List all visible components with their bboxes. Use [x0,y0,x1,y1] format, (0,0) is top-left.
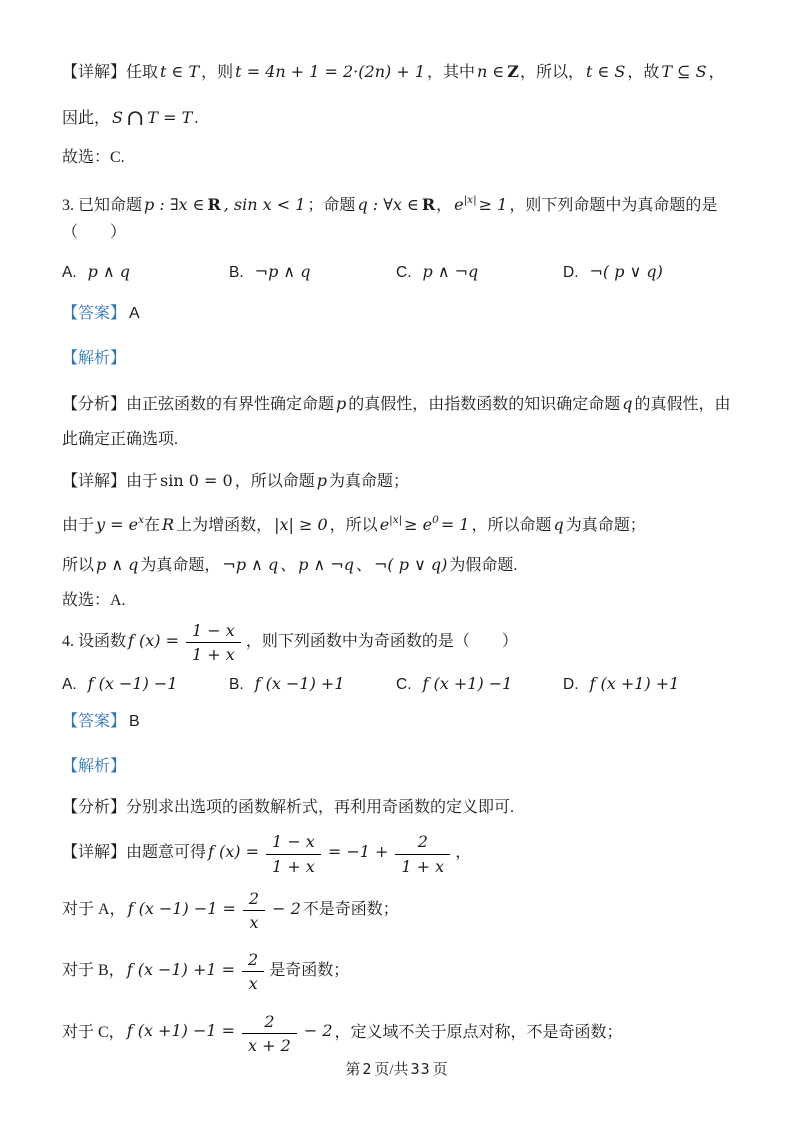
q4-option-c-math: f (x +1) −1 [422,674,513,694]
q4-option-b-label: B. [229,676,244,694]
q4-d-frac1-num: 1 − x [266,831,321,854]
q3-analysis-q: q [622,394,633,413]
q4-case-a-fraction [243,888,265,932]
q3-d2-1: 由于 [62,517,95,534]
q3-d1-p: p [316,471,327,490]
q3-choice-text: 故选：A. [62,592,126,609]
q4-analysis-line [62,794,743,821]
q3-d2-e: e [379,515,390,534]
q3-option-c-label: C. [396,264,412,281]
q4-stem-pre: 4. 设函数 [62,632,127,650]
footer-middle: 页/共 [374,1062,409,1078]
q3-d2-r: R [162,515,175,534]
q4-case-c-line [62,1011,743,1055]
q3-d2-sup-x: x [138,514,145,526]
q3-prop-p2: , sin x < 1 [223,195,306,214]
q2-choice-text: 故选：C. [62,149,125,166]
q4-case-b-frac-num: 2 [242,949,264,972]
q4-case-a-math: f (x −1) −1 = [127,898,236,918]
q4-analysis-text: 分别求出选项的函数解析式，再利用奇函数的定义即可. [126,799,515,817]
q3-option-d-label: D. [563,264,579,281]
q2-text-2: ，则 [201,64,234,81]
q3-analysis-1: 由正弦函数的有界性确定命题 [126,396,335,413]
q4-option-b-math: f (x −1) +1 [254,674,345,694]
q4-jiexi-line [62,753,743,780]
q3-stem [62,187,743,246]
q3-d2-6: 为真命题； [565,517,646,534]
q3-option-d-math: ¬( p ∨ q) [589,262,663,281]
q4-d-fraction-1 [266,831,321,875]
q4-d-comma: ， [455,844,472,862]
q3-d1-3: 为真命题； [328,473,409,490]
q4-d-frac1-den: 1 + x [272,856,315,876]
q4-d-frac2-num: 2 [395,831,450,854]
q3-prop-q: q : ∀x ∈ [357,195,419,214]
q3-stem-pre: 3. 已知命题 [62,197,143,214]
q4-case-c-pre: 对于 C， [62,1023,125,1041]
q3-set-r2: R [421,195,436,214]
q3-d2-sup-0: 0 [432,514,439,526]
q3-option-a [62,258,229,286]
q3-d2-2: 在 [144,517,161,534]
q3-detail-line-3 [62,551,743,579]
q3-choice-line [62,587,743,614]
detail-label-q4: 【详解】 [62,844,127,862]
q4-stem-fx: f (x) = [128,630,180,650]
footer-suffix: 页 [432,1062,448,1078]
q3-option-c [396,258,563,286]
q2-conclusion-line [62,104,743,132]
q3-option-b-math: ¬p ∧ q [254,262,311,281]
q3-d1-sin: sin 0 = 0 [160,471,233,490]
q4-answer-line [62,708,743,735]
q4-case-a-line [62,888,743,932]
q3-d2-4: ，所以 [329,517,378,534]
q3-d3-pq: p ∧ q [96,555,139,574]
q2-conclusion-text: 因此， [62,110,111,127]
footer-prefix: 第 [345,1062,361,1078]
q4-case-a-tail: − 2 [272,898,301,918]
q4-stem-frac-den: 1 + x [192,645,235,665]
q3-jiexi-line [62,345,743,372]
q4-stem [62,620,743,664]
q3-option-d [563,258,665,286]
q4-case-c-frac-den: x + 2 [248,1035,291,1055]
q2-text-6: ， [708,64,725,81]
q4-case-c-frac-num: 2 [242,1011,297,1034]
q4-option-a [62,670,229,698]
q4-d-frac2-den: 1 + x [401,856,445,876]
q3-answer-line [62,300,743,327]
q3-prop-p: p : ∃x ∈ [144,195,205,214]
q3-stem-post: ，则下列命题中为真命题的是（ ） [62,197,718,241]
q3-d3-4: 、 [355,557,372,574]
q3-detail-line-2 [62,507,743,539]
q3-d2-absx: |x| ≥ 0 [274,515,328,534]
q4-stem-frac-num: 1 − x [186,620,241,643]
q2-detail-line [62,58,743,86]
q3-exp-base: e [454,195,464,214]
q3-stem-comma: ， [436,197,453,214]
q4-option-d [563,670,681,698]
q2-choice-line [62,144,743,171]
answer-label: 【答案】 [62,305,127,322]
intersection-symbol: ∩ [125,106,145,131]
q3-analysis-2: 的真假性，由指数函数的知识确定命题 [348,396,621,413]
q4-case-b-math: f (x −1) +1 = [126,959,236,979]
q4-case-c-post: ，定义域不关于原点对称，不是奇函数； [334,1023,623,1041]
analysis-label: 【分析】 [62,396,127,413]
q2-conclusion-math: T = T [147,108,193,127]
q4-d-fx: f (x) = [208,842,260,862]
footer-page-number: 2 [362,1060,373,1078]
q2-math-4: t ∈ S [585,62,626,81]
q4-option-d-math: f (x +1) +1 [589,674,680,694]
q4-case-a-pre: 对于 A， [62,900,126,918]
q3-analysis-line [62,386,743,457]
q3-options-row [62,258,743,286]
answer-label-q4: 【答案】 [62,713,127,731]
q2-math-5: T ⊆ S [661,62,707,81]
q2-math-3: n ∈ [477,62,505,81]
q4-option-d-label: D. [563,676,579,694]
q4-case-c-fraction [242,1011,297,1055]
q3-d3-1: 所以 [62,557,95,574]
q4-options-row [62,670,743,698]
q4-option-c [396,670,563,698]
q3-analysis-3: 的真假性，由此确定正确选项. [62,396,731,448]
q2-set-z: Z [507,62,519,81]
q3-stem-mid: ；命题 [307,197,356,214]
q4-option-a-math: f (x −1) −1 [87,674,178,694]
q4-case-b-frac-den: x [248,974,258,994]
q3-d3-2: 为真命题， [140,557,221,574]
q3-d3-pnq: p ∧ ¬q [298,555,354,574]
q3-detail-line-1 [62,467,743,495]
footer-total-pages: 33 [410,1060,431,1078]
q3-d2-3: 上为增函数， [176,517,273,534]
analysis-label-q4: 【分析】 [62,799,127,817]
q3-d2-5: ，所以命题 [471,517,552,534]
q4-answer-letter: B [129,713,140,731]
q3-d2-eq1: = 1 [440,515,470,534]
q4-case-b-pre: 对于 B， [62,961,125,979]
q3-option-b-label: B. [229,264,244,281]
q3-set-r1: R [207,195,221,214]
q3-exp-ge: ≥ 1 [478,195,508,214]
q3-d1-2: ，所以命题 [234,473,315,490]
q2-text-1: 任取 [126,64,159,81]
q3-d3-3: 、 [280,557,297,574]
q4-case-b-line [62,949,743,993]
q4-case-a-frac-num: 2 [243,888,265,911]
q3-d3-npvq: ¬( p ∨ q) [374,555,448,574]
q3-option-a-label: A. [62,264,77,281]
jiexi-label-q4: 【解析】 [62,758,127,776]
q4-case-b-fraction [242,949,264,993]
q4-case-c-tail: − 2 [303,1021,333,1041]
q2-set-s: S [112,108,123,127]
jiexi-label: 【解析】 [62,350,127,367]
q3-d2-ye: y = e [96,515,139,534]
page-footer [0,1058,793,1079]
q3-d3-5: 为假命题. [449,557,518,574]
q3-d3-npq: ¬p ∧ q [222,555,279,574]
q4-d-fraction-2 [395,831,450,875]
q4-option-b [229,670,396,698]
q3-d2-q: q [553,515,564,534]
q3-exp-sup: |x| [463,194,477,206]
q2-conclusion-period: . [194,110,199,127]
q4-case-b-post: 是奇函数； [269,961,350,979]
q4-d-1: 由题意可得 [126,844,207,862]
q4-case-a-post: 不是奇函数； [302,900,399,918]
q2-text-5: ，故 [627,64,660,81]
q4-option-a-label: A. [62,676,77,694]
q2-text-4: ，所以， [519,64,584,81]
q4-detail-line [62,831,743,875]
q4-option-c-label: C. [396,676,412,694]
detail-label: 【详解】 [62,64,127,81]
q3-option-c-math: p ∧ ¬q [422,262,479,281]
q3-d2-ge-e: ≥ e [404,515,433,534]
q3-analysis-p: p [336,394,347,413]
q3-option-a-math: p ∧ q [87,262,131,281]
q3-d1-1: 由于 [126,473,159,490]
q4-d-eq: = −1 + [327,842,389,862]
q3-d2-sup-absx: |x| [389,514,403,526]
q4-case-a-frac-den: x [249,912,259,932]
q4-case-c-math: f (x +1) −1 = [126,1021,236,1041]
q3-option-b [229,258,396,286]
q4-stem-fraction [186,620,241,664]
q2-math-1: t ∈ T [160,62,200,81]
detail-label-q3: 【详解】 [62,473,127,490]
q3-answer-letter: A [129,305,140,322]
q2-math-2: t = 4n + 1 = 2·(2n) + 1 [235,62,425,81]
q4-stem-post: ，则下列函数中为奇函数的是（ ） [245,632,518,650]
q2-text-3: ，其中 [427,64,476,81]
